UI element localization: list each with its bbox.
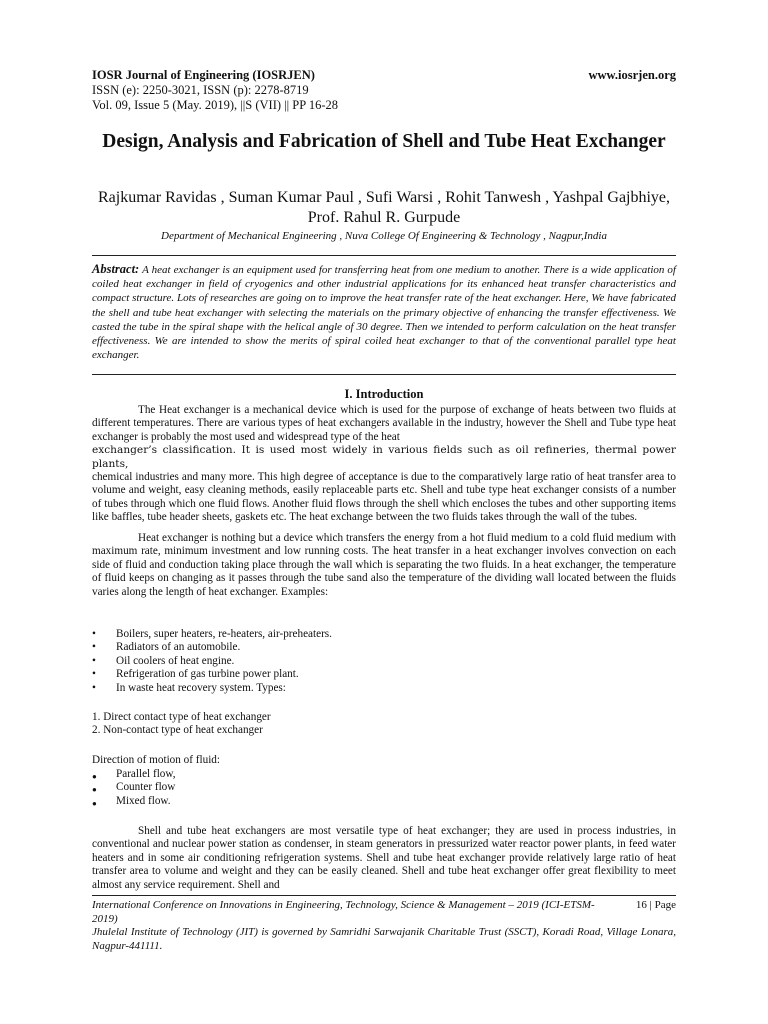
bullet-icon: ● xyxy=(92,798,97,808)
bullet-icon: • xyxy=(92,628,96,640)
intro-paragraph-3 xyxy=(92,825,676,892)
page-footer xyxy=(92,899,676,953)
direction-list xyxy=(92,768,676,808)
volume-line: Vol. 09, Issue 5 (May. 2019), ||S (VII) || PP 16-28 xyxy=(92,98,338,112)
list-item: • In waste heat recovery system. Types: xyxy=(92,681,286,694)
paper-title: Design, Analysis and Fabrication of Shell and Tube Heat Exchanger xyxy=(102,131,666,152)
bullet-icon: • xyxy=(92,668,96,681)
section-heading-introduction: I. Introduction xyxy=(344,387,424,401)
list-item: • Radiators of an automobile. xyxy=(92,641,241,654)
abstract-text: A heat exchanger is an equipment used for transferring heat from one medium to another. There is a wide application of coiled heat exchanger in field of cryogenics and other industrial applications for its enhanced heat transfer characteristics and compact structure. Lots of researches are going on to improve the heat transfer rate of the heat exchanger. Here, We have fabricated the shell and tube heat exchanger with selecting the materials on the primary objective of enhancing the transfer effectiveness. We casted the tube in the spiral shape with the helical angle of 30 degree. Then we intended to perform calculation on the heat transfer effectiveness. We are intended to show the merits of spiral coiled heat exchanger to that of the conventional parallel type heat exchanger. xyxy=(92,264,676,362)
institute-note: Jhulelal Institute of Technology (JIT) is governed by Samridhi Sarwajanik Charitable Trust (SSCT), Koradi Road, Village Lonara, Nagpur-441111. xyxy=(92,926,676,952)
author-affiliation: Department of Mechanical Engineering , Nuva College Of Engineering & Technology , Nagpur,India xyxy=(161,230,607,242)
bullet-icon: • xyxy=(92,681,96,694)
list-item: • Boilers, super heaters, re-heaters, air-preheaters. xyxy=(92,628,332,640)
intro-paragraph-3-text: Shell and tube heat exchangers are most versatile type of heat exchanger; they are used in process industries, in conventional and nuclear power station as condenser, in steam generators in pressurized water reactor power plants, in feed water heaters and in some air conditioning refrigeration systems. Shell and tube heat exchanger provide relatively large ratio of heat transfer area to volume and weight and they can be easily cleaned. Shell and tube heat exchanger offer great flexibility to meet almost any service requirement. Shell and xyxy=(92,825,676,891)
journal-name: IOSR Journal of Engineering (IOSRJEN) xyxy=(92,68,315,82)
list-item: ● Parallel flow, xyxy=(92,768,676,781)
bullet-icon: • xyxy=(92,641,96,654)
paper-authors: Rajkumar Ravidas , Suman Kumar Paul , Sufi Warsi , Rohit Tanwesh , Yashpal Gajbhiye, Prof. Rahul R. Gurpude xyxy=(97,189,671,226)
intro-paragraph-2-text: Heat exchanger is nothing but a device which transfers the energy from a hot fluid medium to a cold fluid medium with maximum rate, minimum investment and low running costs. The heat transfer in a heat exchanger involves convection on each side of fluid and conduction taking place through the wall which is separating the two fluids. In a heat exchanger, the temperature of fluid keeps on changing as it passes through the tube sand also the temperature of the dividing wall located between the fluids varies along the length of heat exchanger. Examples: xyxy=(92,532,676,598)
direction-heading: Direction of motion of fluid: xyxy=(92,754,221,766)
list-item: 1. Direct contact type of heat exchanger xyxy=(92,711,271,723)
intro-paragraph-1c: chemical industries and many more. This high degree of acceptance is due to the comparatively large ratio of heat transfer area to volume and weight, easy cleaning methods, easily replaceable parts etc. Shell and tube type heat exchanger consists of a number of tubes through which one fluid flows. Another fluid flows through the shell which encloses the tubes and other supporting items like baffles, tube header sheets, gaskets etc. The heat exchange between the two fluids takes through the wall of the tubes. xyxy=(92,471,676,524)
intro-paragraph-1b: exchanger’s classification. It is used most widely in various fields such as oil refineries, thermal power plants, xyxy=(92,444,676,470)
list-item: • Refrigeration of gas turbine power plant. xyxy=(92,668,299,681)
issn-line: ISSN (e): 2250-3021, ISSN (p): 2278-8719 xyxy=(92,83,309,97)
list-item: • Oil coolers of heat engine. xyxy=(92,654,235,667)
abstract-label: Abstract: xyxy=(92,262,140,276)
conference-name: International Conference on Innovations in Engineering, Technology, Science & Management – 2019 (ICI-ETSM-2019) xyxy=(92,899,595,925)
list-item: 2. Non-contact type of heat exchanger xyxy=(92,724,263,737)
footer-rule xyxy=(92,895,676,896)
list-item: ● Mixed flow. xyxy=(92,795,676,808)
types-list xyxy=(92,711,676,738)
journal-header xyxy=(92,68,676,113)
abstract-bottom-rule xyxy=(92,374,676,375)
list-item: ● Counter flow xyxy=(92,781,676,794)
bullet-icon: ● xyxy=(92,785,97,795)
intro-paragraph-1a: The Heat exchanger is a mechanical device which is used for the purpose of exchange of heats between two fluids at different temperatures. There are various types of heat exchangers available in the industry, however the Shell and Tube type heat exchanger is probably the most used and widespread type of the heat xyxy=(92,404,676,443)
page-number: 16 | Page xyxy=(635,899,676,911)
abstract-top-rule xyxy=(92,255,676,256)
intro-paragraph-2 xyxy=(92,532,676,599)
examples-list xyxy=(92,628,676,695)
abstract-block xyxy=(92,262,676,362)
bullet-icon: • xyxy=(92,654,96,667)
intro-paragraph-1 xyxy=(92,404,676,525)
journal-website[interactable]: www.iosrjen.org xyxy=(588,68,676,82)
bullet-icon: ● xyxy=(92,772,97,781)
